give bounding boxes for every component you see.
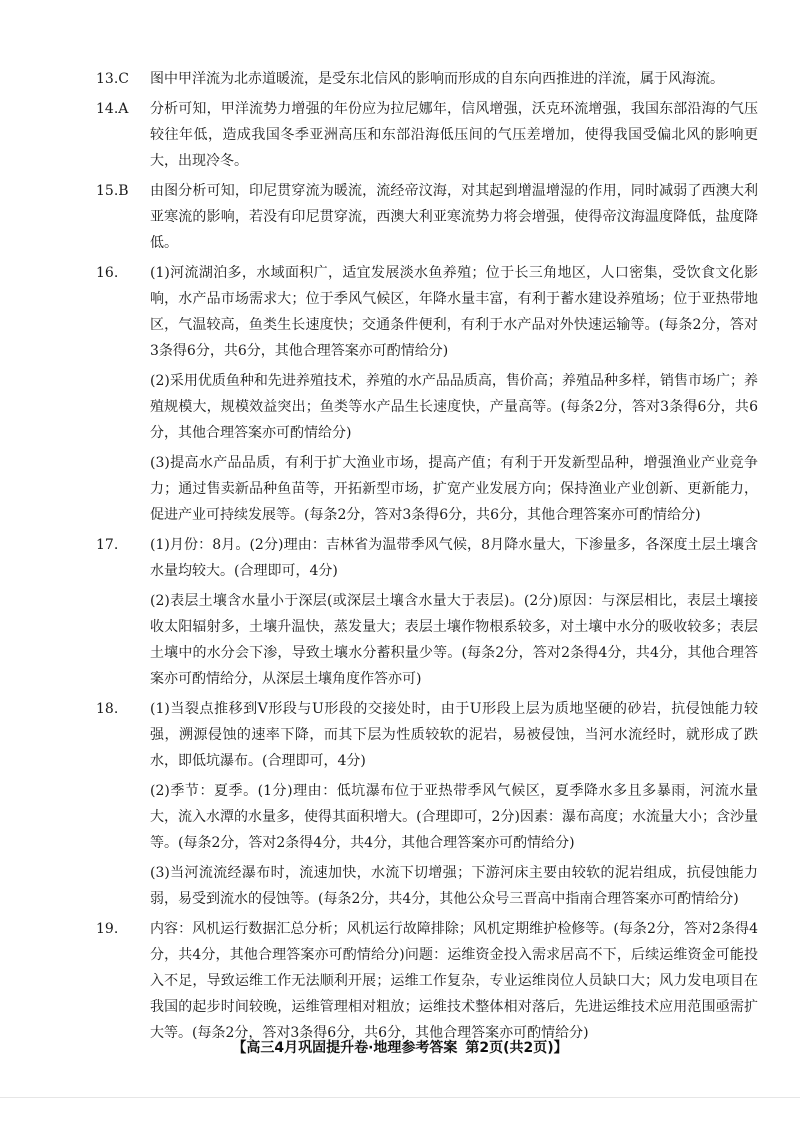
- answer-text-part-1: (1)当裂点推移到V形段与U形段的交接处时，由于U形段上层为质地坚硬的砂岩，抗侵蚀能力较强，溯源侵蚀的速率下降，而其下层为性质较软的泥岩，易被侵蚀，当河水流经时，就形成了跌水，即低坑瀑布。(合理即可，4分): [150, 701, 758, 769]
- answer-number: 16.: [96, 265, 119, 281]
- footer-close-bracket: 】: [553, 1040, 568, 1056]
- answer-text: 分析可知，甲洋流势力增强的年份应为拉尼娜年，信风增强，沃克环流增强，我国东部沿海的气压较往年低，造成我国冬季亚洲高压和东部沿海低压间的气压差增加，使得我国受偏北风的影响更大，出现冷冬。: [150, 101, 758, 169]
- answer-number: 19.: [96, 921, 119, 937]
- footer-open-bracket: 【: [232, 1040, 247, 1056]
- footer-page-number: 第2页(共2页): [465, 1040, 554, 1056]
- answer-16: [96, 260, 758, 528]
- answer-18: [96, 696, 758, 912]
- answer-text-part-2: (2)采用优质鱼种和先进养殖技术，养殖的水产品品质高，售价高；养殖品种多样，销售市场广；养殖规模大，规模效益突出；鱼类等水产品生长速度快，产量高等。(每条2分，答对3条得6分，共6分，其他合理答案亦可酌情给分): [150, 373, 758, 441]
- answer-text-part-3: (3)提高水产品品质，有利于扩大渔业市场，提高产值；有利于开发新型品种，增强渔业产业竞争力；通过售卖新品种鱼苗等，开拓新型市场，扩宽产业发展方向；保持渔业产业创新、更新能力，促进产业可持续发展等。(每条2分，答对3条得6分，共6分，其他合理答案亦可酌情给分): [150, 455, 758, 523]
- answer-13: [96, 66, 758, 92]
- answer-text-part-1: (1)河流湖泊多，水域面积广，适宜发展淡水鱼养殖；位于长三角地区，人口密集，受饮食文化影响，水产品市场需求大；位于季风气候区，年降水量丰富，有利于蓄水建设养殖场；位于亚热带地区，气温较高，鱼类生长速度快；交通条件便利，有利于水产品对外快速运输等。(每条2分，答对3条得6分，共6分，其他合理答案亦可酌情给分): [150, 265, 758, 359]
- footer-title: 高三4月巩固提升卷·地理参考答案: [246, 1040, 458, 1056]
- answer-text-part-3: (3)当河流流经瀑布时，流速加快，水流下切增强；下游河床主要由较软的泥岩组成，抗侵蚀能力弱，易受到流水的侵蚀等。(每条2分，共4分，其他公众号三晋高中指南合理答案亦可酌情给分): [150, 865, 758, 907]
- answer-number: 14.A: [96, 101, 129, 117]
- answer-number: 17.: [96, 537, 119, 553]
- answer-14: [96, 96, 758, 174]
- answer-text: 图中甲洋流为北赤道暖流，是受东北信风的影响而形成的自东向西推进的洋流，属于风海流。: [150, 71, 724, 87]
- page-footer: [0, 1037, 800, 1057]
- answer-number: 15.B: [96, 183, 129, 199]
- answer-text-part-2: (2)表层土壤含水量小于深层(或深层土壤含水量大于表层)。(2分)原因：与深层相比，表层土壤接收太阳辐射多，土壤升温快，蒸发量大；表层土壤作物根系较多，对土壤中水分的吸收较多；表层土壤中的水分会下渗，导致土壤水分蓄积量少等。(每条2分，答对2条得4分，共4分，其他合理答案亦可酌情给分，从深层土壤角度作答亦可): [150, 593, 758, 687]
- answer-text-part-2: (2)季节：夏季。(1分)理由：低坑瀑布位于亚热带季风气候区，夏季降水多且多暴雨，河流水量大，流入水潭的水量多，使得其面积增大。(合理即可，2分)因素：瀑布高度；水流量大小；含沙量等。(每条2分，答对2条得4分，共4分，其他合理答案亦可酌情给分): [150, 783, 758, 851]
- answer-text: 由图分析可知，印尼贯穿流为暖流，流经帝汶海，对其起到增温增湿的作用，同时减弱了西澳大利亚寒流的影响，若没有印尼贯穿流，西澳大利亚寒流势力将会增强，使得帝汶海温度降低，盐度降低。: [150, 183, 758, 251]
- answer-number: 18.: [96, 701, 119, 717]
- answer-text-part-1: (1)月份：8月。(2分)理由：吉林省为温带季风气候，8月降水量大，下渗量多，各深度土层土壤含水量均较大。(合理即可，4分): [150, 537, 758, 579]
- answer-number: 13.C: [96, 71, 129, 87]
- answer-text: 内容：风机运行数据汇总分析；风机运行故障排除；风机定期维护检修等。(每条2分，答对2条得4分，共4分，其他合理答案亦可酌情给分)问题：运维资金投入需求居高不下，后续运维资金可能投入不足，导致运维工作无法顺利开展；运维工作复杂，专业运维岗位人员缺口大；风力发电项目在我国的起步时间较晚，运维管理相对粗放；运维技术整体相对落后，先进运维技术应用范围亟需扩大等。(每条2分，答对3条得6分，共6分，其他合理答案亦可酌情给分): [150, 921, 758, 1041]
- answer-19: [96, 916, 758, 1046]
- answer-17: [96, 532, 758, 692]
- bottom-divider: [0, 1097, 800, 1098]
- answer-list: [96, 66, 758, 1046]
- answer-15: [96, 178, 758, 256]
